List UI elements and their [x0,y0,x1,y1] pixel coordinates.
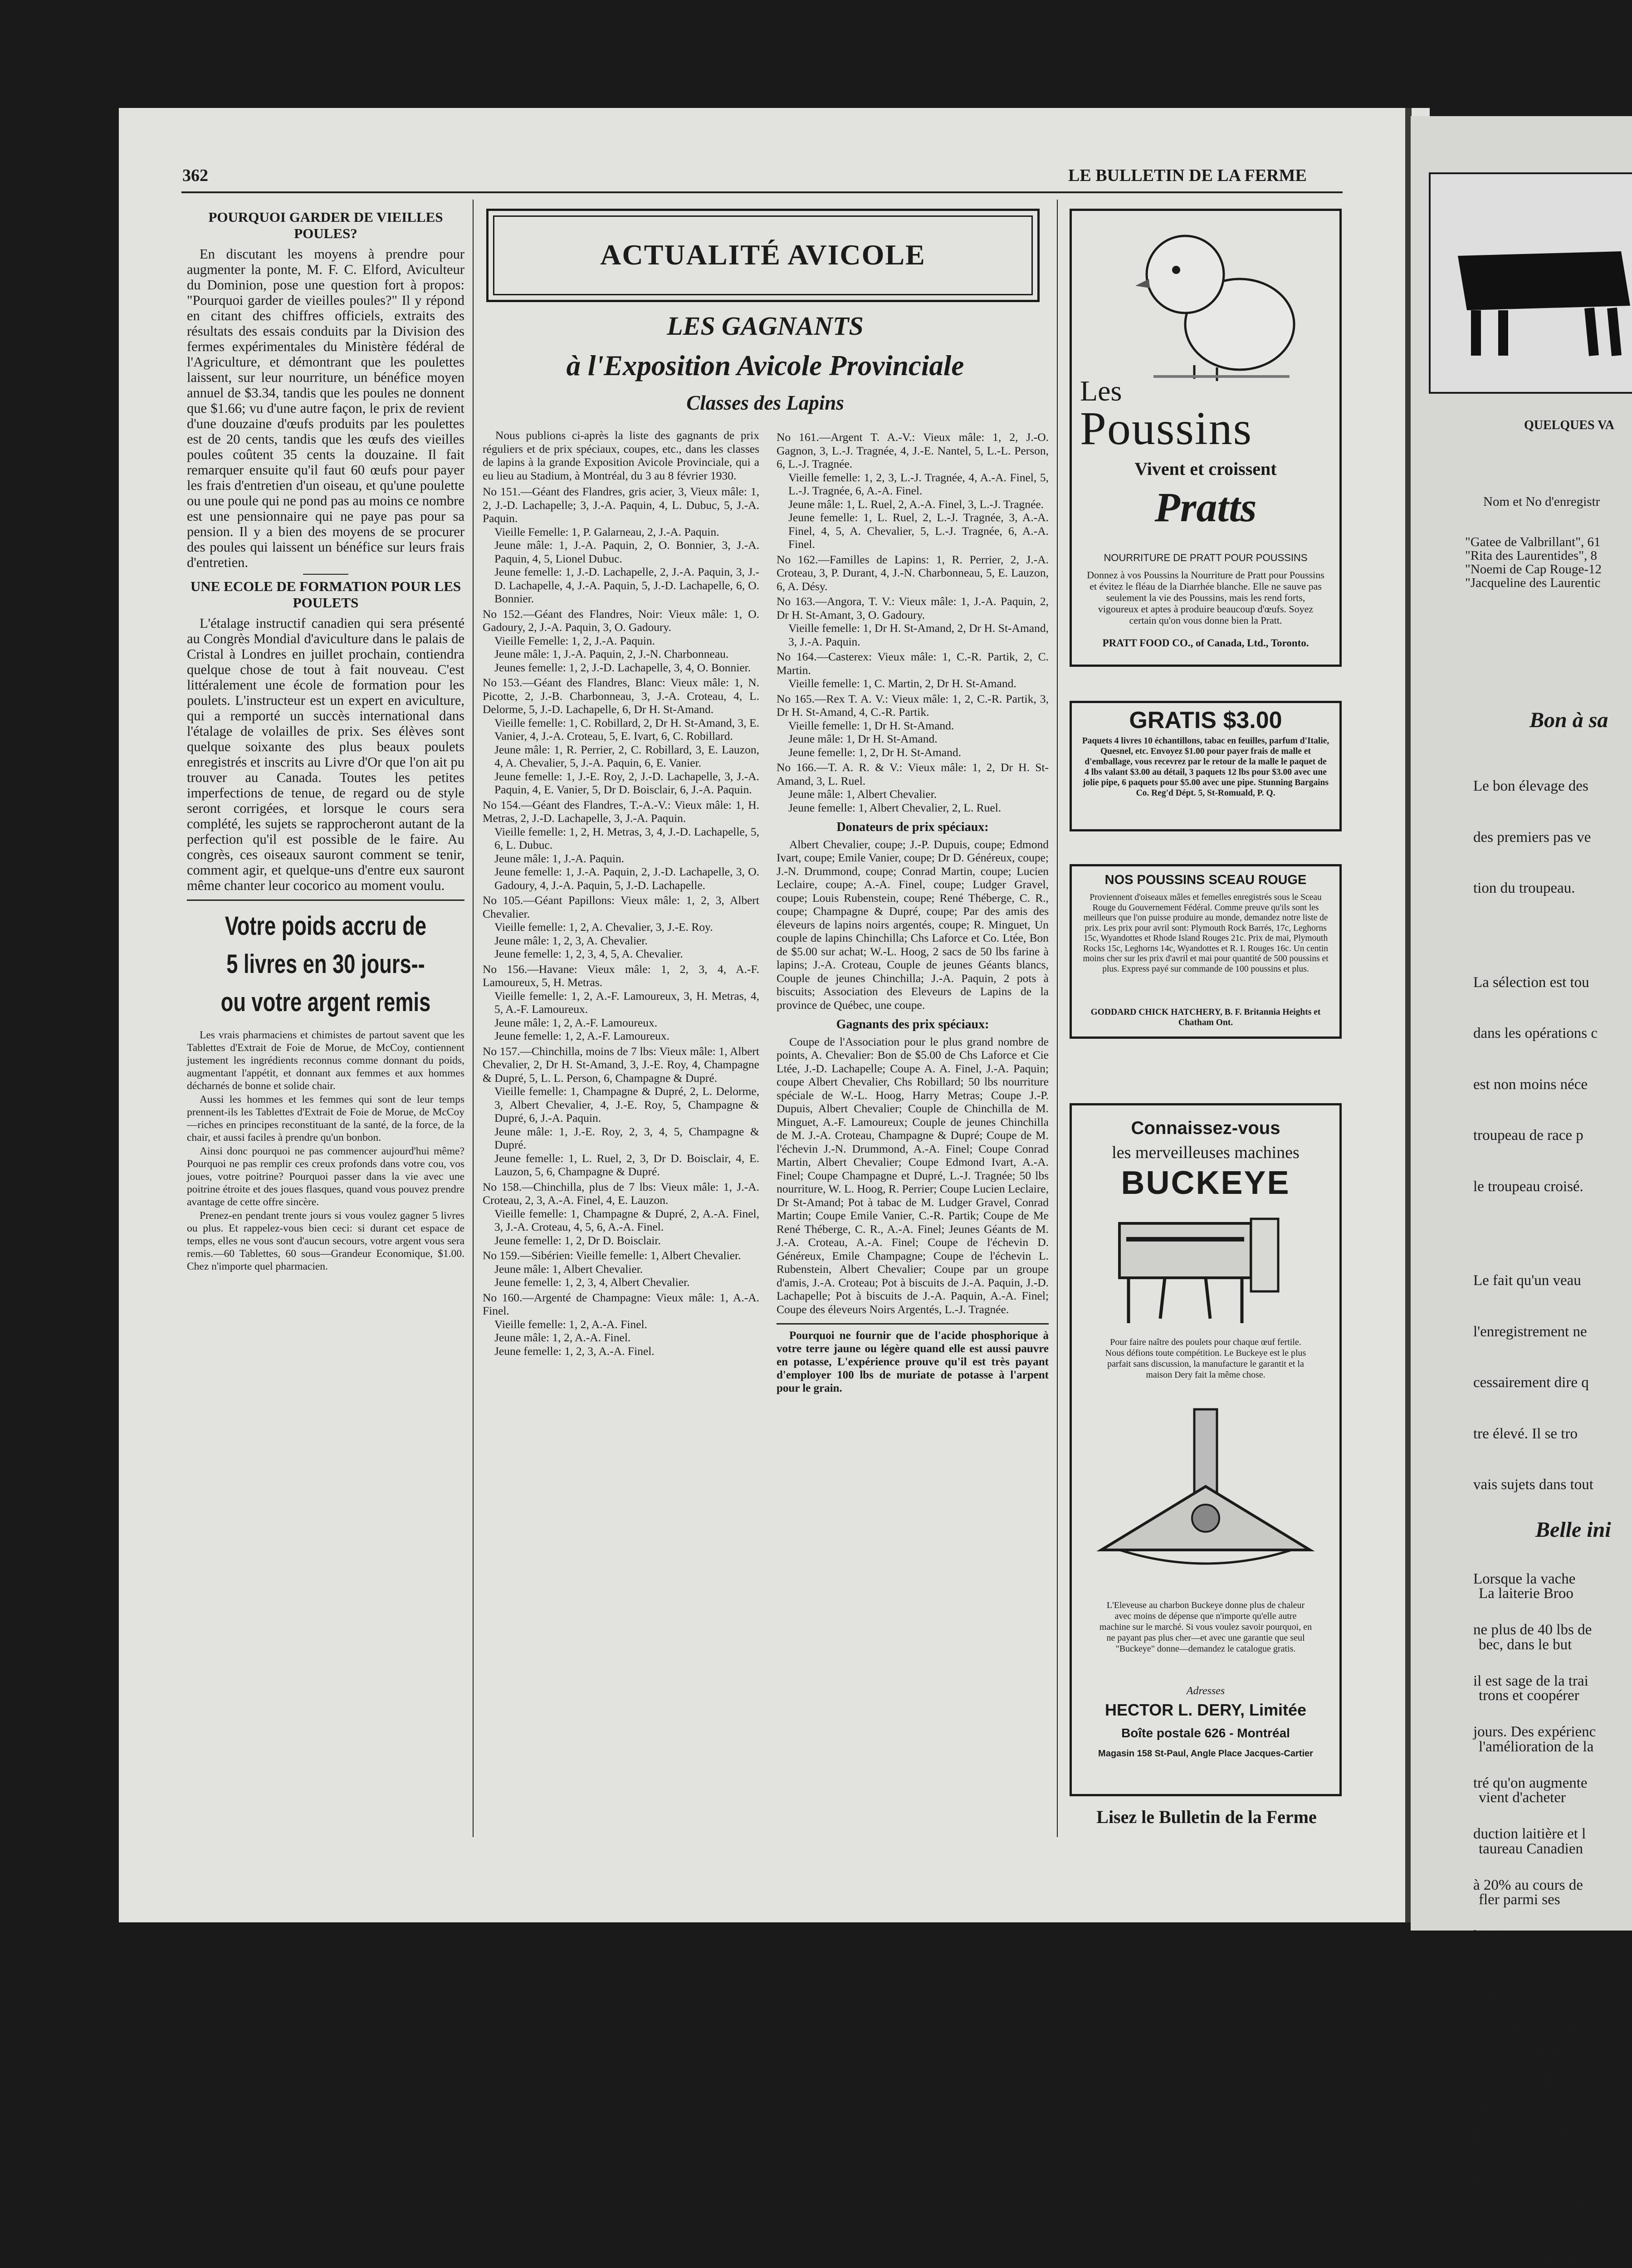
entry: Jeune femelle: 1, J.-E. Roy, 2, J.-D. Lachapelle, 3, J.-A. Paquin, 4, E. Vanier, 5, Dr D. Boisclair, 6, J.-A. Paquin. [494,769,759,796]
pratts-subtitle: Vivent et croissent [1134,459,1277,479]
ad-paragraph: Aussi les hommes et les femmes qui sont de leur temps prennent-ils les Tablettes d'Extrait de Foie de Morue, de McCoy—riches en principes reconstituant de la santé, de la force, de la chair, et aussi faciles à prendre qu'un bonbon. [187,1094,464,1144]
banner-title: ACTUALITÉ AVICOLE [600,239,926,271]
entry: Jeune femelle: 1, L. Ruel, 2, L.-J. Tragnée, 3, A.-A. Finel, 4, 5, A. Chevalier, 5, L.-J. Tragnée, 6, A.-A. Finel. [788,511,1049,551]
sceau-rouge-ad [1070,864,1342,1039]
entry: Jeune femelle: 1, 2, Dr H. St-Amand. [788,745,961,759]
text-line: la laiterie Brooks [1479,1994,1582,2010]
entry: Vieille femelle: 1, C. Martin, 2, Dr H. St-Amand. [788,677,1016,690]
gratis-title: GRATIS $3.00 [1129,707,1282,733]
text-line: à 20% au cours de [1473,1877,1583,1893]
page-number: 362 [182,166,208,185]
text-line: Si ce n'est déjà fa [1473,2022,1578,2038]
text-line: tion du troupeau. [1473,880,1575,896]
article-title: UNE ECOLE DE FORMATION POUR LES POULETS [190,578,461,611]
text-line: l'enregistrement ne [1473,1323,1587,1340]
headline: à l'Exposition Avicole Provinciale [566,350,964,381]
buckeye-text2: L'Eleveuse au charbon Buckeye donne plus de chaleur avec moins de dépense que n'importe qu'elle autre machine sur le marché. Si vous voulez savoir pourquoi, en ne payant pas plus cher—et avec une garantie que seul "Buckeye" donne—demandez le catalogue gratis. [1099,1600,1312,1654]
brooder-icon [1092,1405,1319,1586]
entry: Jeunes femelle: 1, 2, J.-D. Lachapelle, 3, 4, O. Bonnier. [494,660,751,674]
article-title: POURQUOI GARDER DE VIEILLES POULES? [208,209,443,241]
article-body: En discutant les moyens à prendre pour augmenter la ponte, M. F. C. Elford, Aviculteur du Dominion, pose une question fort à propos: "Pourquoi garder de vieilles poules?" Il y répond en citant des chiffres officiels, extraits des résultats des essais conduits par la Division des fermes expérimentales du Ministère fédéral de l'Agriculture, et démontrant que les poulettes laissent, sur leur nourriture, un bénéfice moyen annuel de $3.34, tandis que les poules ne donnent que $1.66; vu d'une autre façon, le prix de revient d'une douzaine d'œufs produits par les poulettes est de 20 cents, tandis que les œufs des vieilles poules coûtent 35 cents la douzaine. Il fait remarquer ensuite qu'il faut 60 œufs pour payer les frais d'entretien d'un oiseau, et qu'une poulette ou une poule qui ne pond pas au moins ce nombre est une pensionnaire qui ne paye pas pour sa pension. Il y a bien des moyens de se procurer des poules qui laissent un bénéfice sur leurs frais d'entretien. [187,246,464,570]
entry: Jeune femelle: 1, Albert Chevalier, 2, L. Ruel. [788,801,1002,814]
special-winners: Coupe de l'Association pour le plus grand nombre de points, A. Chevalier: Bon de $5.00 de Chs Laforce et Cie Ltée, J.-D. Lachapelle; Coupe A. A. Finel, J.-A. Paquin; coupe Albert Chevalier, Chs Robillard; 50 lbs nourriture spéciale de W.-L. Hoog, Harry Metras; Coupe J.-P. Dupuis, Albert Chevalier; Couple de Chinchilla de M. Minguet, A.-F. Lamoureux; Couple de jeunes Chinchilla de M. J.-A. Croteau, Champagne & Dupré; Coupe de M. l'échevin J.-N. Drummond, A.-A. Finel; Coupe Conrad Martin, Albert Chevalier; Coupe Edmond Ivart, A.-A. Finel; Coupe Champagne et Dupré, L.-J. Tragnée; 50 lbs nourriture, W. L. Hoog, R. Perrier; Coupe Lucien Leclaire, Dr St-Amand; Pot à tabac de M. Ludger Gravel, Conrad Martin; Coupe Emile Vanier, C.-R. Partik; Coupe de Me René Théberge, C. R., A.-A. Finel; Jeunes Géants de M. J.-A. Croteau, A.-A. Finel; Coupe de l'échevin D. Généreux, Emile Champagne; Coupe de l'échevin L. Rubenstein, Albert Chevalier; Coupe par un groupe d'amis, J.-A. Croteau; Pot à biscuits de J.-A. Paquin, J.-D. Lachapelle; Pot à biscuits de J.-A. Paquin, A.-A. Finel; Coupe des éleveurs Noirs Argentés, L.-J. Tragnée. [777,1035,1049,1316]
next-text [1479,1551,1593,2268]
next-caption: QUELQUES VA [1524,418,1614,432]
entry: Jeune mâle: 1, Albert Chevalier. [788,787,937,801]
section-banner [486,209,1040,302]
entry: Jeune femelle: 1, J.-A. Paquin, 2, J.-D. Lachapelle, 3, O. Gadoury, 4, J.-A. Paquin, 5, J.-D. Lachapelle. [494,865,759,892]
entry-list [483,485,759,1358]
gratis-ad [1070,701,1342,831]
text-line: cessairement dire q [1473,1374,1589,1391]
registry-name: "Rita des Laurentides", 8 [1465,548,1598,563]
text-line: pour la prochaine sa [1473,2124,1594,2141]
buckeye-company: HECTOR L. DERY, Limitée [1104,1701,1307,1719]
entry: Jeune femelle: 1, 2, A.-F. Lamoureux. [494,1029,670,1042]
footer-slogan: Lisez le Bulletin de la Ferme [1096,1807,1317,1827]
text-line: belle initiative qu [1479,2044,1583,2061]
entry: No 156.—Havane: Vieux mâle: 1, 2, 3, 4, A.-F. Lamoureux, 5, H. Metras. [483,962,759,989]
entry: Jeune mâle: 1, J.-A. Paquin, 2, O. Bonnier, 3, J.-A. Paquin, 4, 5, Lionel Dubuc. [494,538,759,565]
text-line: le commerce et l'in [1479,2248,1593,2265]
entry: No 166.—T. A. R. & V.: Vieux mâle: 1, 2, Dr H. St-Amand, 3, L. Ruel. [777,761,1049,787]
section-title: Gagnants des prix spéciaux: [836,1017,989,1031]
entry: Vieille femelle: 1, 2, A.-F. Lamoureux, 3, H. Metras, 4, 5, A.-F. Lamoureux. [494,989,759,1016]
buckeye-title: BUCKEYE [1121,1165,1290,1201]
buckeye-store: Magasin 158 St-Paul, Angle Place Jacques-Cartier [1098,1749,1313,1759]
entry: Jeune mâle: 1, J.-A. Paquin, 2, J.-N. Charbonneau. [494,647,729,660]
entry: No 162.—Familles de Lapins: 1, R. Perrier, 2, J.-A. Croteau, 3, P. Durant, 4, J.-N. Charbonneau, 5, E. Lauzon, 6, A. Désy. [777,552,1049,593]
entry: No 151.—Géant des Flandres, gris acier, 3, Vieux mâle: 1, 2, J.-D. Lachapelle; 3, J.-A. Paquin, 4, L. Dubuc, 5, J.-A. Paquin. [483,485,759,525]
entry: Vieille femelle: 1, Champagne & Dupré, 2, L. Delorme, 3, Albert Chevalier, 4, J.-E. Roy, 5, Champagne & Dupré, 6, J.-A. Paquin. [494,1085,759,1124]
text-line: l'amélioration de la [1479,1738,1594,1755]
buckeye-address-label: Adresses [1186,1685,1225,1697]
entry: Vieille Femelle: 1, P. Galarneau, 2, J.-A. Paquin. [494,525,719,538]
entry: No 160.—Argenté de Champagne: Vieux mâle: 1, A.-A. Finel. [483,1290,759,1317]
section-title: Donateurs de prix spéciaux: [836,820,989,834]
text-line: vient d'acheter [1479,1789,1566,1806]
text-line: le troupeau croisé. [1473,1178,1583,1195]
cow-icon [1440,229,1632,365]
text-line: trons et coopérer [1479,1687,1579,1704]
entry: No 153.—Géant des Flandres, Blanc: Vieux mâle: 1, N. Picotte, 2, J.-B. Charbonneau, 3, J.-A. Croteau, 4, L. Delorme, 5, J.-D. Lachapelle, 6, Dr H. St-Amand. [483,676,759,716]
entry: Vieille femelle: 1, Dr H. St-Amand, 2, Dr H. St-Amand, 3, J.-A. Paquin. [788,621,1049,648]
entry: Jeune femelle: 1, 2, 3, A.-A. Finel. [494,1344,655,1358]
registry-name: "Jacqueline des Laurentic [1465,576,1601,590]
buckeye-text1: Pour faire naître des poulets pour chaque œuf fertile. Nous défions toute compétition. Le Buckeye est le plus parfait sans discussion, la manufacture le garantit et la maison Dery fait la même chose. [1105,1337,1306,1380]
center-left-column [483,429,759,1358]
text-line: lactation. [1473,1928,1529,1944]
entry: No 105.—Géant Papillons: Vieux mâle: 1, 2, 3, Albert Chevalier. [483,894,759,920]
entry: No 165.—Rex T. A. V.: Vieux mâle: 1, 2, C.-R. Partik, 3, Dr H. St-Amand, 4, C.-R. Partik. [777,692,1049,719]
entry: Vieille femelle: 1, 2, A. Chevalier, 3, J.-E. Roy. [494,920,713,934]
pratts-ad [1070,209,1342,667]
entry: No 158.—Chinchilla, plus de 7 lbs: Vieux mâle: 1, J.-A. Croteau, 2, 3, A.-A. Finel, 4, E. Lauzon. [483,1180,759,1207]
column-rule [1057,200,1058,1837]
headline: LES GAGNANTS [667,311,864,341]
entry: No 152.—Géant des Flandres, Noir: Vieux mâle: 1, O. Gadoury, 2, J.-A. Paquin, 3, O. Gadoury. [483,607,759,634]
publication-title: LE BULLETIN DE LA FERME [1068,166,1307,185]
potash-notice: Pourquoi ne fournir que de l'acide phosphorique à votre terre jaune ou légère quand elle est aussi pauvre en potasse, L'expérience prouve qu'il est très payant d'employer 100 lbs de muriate de potasse à l'arpent pour le grain. [777,1330,1049,1394]
entry: Vieille femelle: 1, Champagne & Dupré, 2, A.-A. Finel, 3, J.-A. Croteau, 4, 5, 6, A.-A. Finel. [494,1207,759,1233]
entry: No 161.—Argent T. A.-V.: Vieux mâle: 1, 2, J.-O. Gagnon, 3, L.-J. Tragnée, 4, J.-E. Nantel, 5, L.-L. Person, 6, L.-J. Tragnée. [777,430,1049,470]
text-line: Le fait qu'un veau [1473,1272,1581,1289]
ad-headline: Votre poids accru de [225,911,427,941]
left-column [187,206,464,1274]
gratis-text: Paquets 4 livres 10 échantillons, tabac en feuilles, parfum d'Italie, Quesnel, etc. Envoyez $1.00 pour payer frais de malle et d'emballage, vous recevrez par le retour de la malle le paquet de 4 lbs valant $3.00 au détail, 3 paquets 12 lbs pour $3.00 avec une jolie pipe, 6 paquets pour $5.00 avec une pipe. Stunning Bargains Co. Reg'd Dépt. 5, St-Romuald, P. Q. [1082,736,1329,798]
entry: Jeune mâle: 1, J.-E. Roy, 2, 3, 4, 5, Champagne & Dupré. [494,1124,759,1151]
special-donors: Albert Chevalier, coupe; J.-P. Dupuis, coupe; Edmond Ivart, coupe; Emile Vanier, coupe; Dr D. Généreux, coupe; J.-N. Drummond, coupe; Conrad Martin, coupe; Lucien Leclaire, coupe; A.-A. Finel, coupe; Ludger Gravel, coupe; Louis Rubenstein, coupe; René Théberge, C. R., coupe; Champagne & Dupré, coupe; Par des amis des éleveurs de lapins noirs argentés, coupe; R. Minguet, Un couple de lapins Chinchilla; Chs Laforce et Co. Ltée, Bon de $5.00 sur achat; W.-L. Hoog, 2 sacs de 50 lbs farine à lapins; J.-A. Croteau, Couple de jeunes Géants blancs, Couple de jeunes Chinchilla; J.-A. Paquin, 2 pots à biscuits; Association des Eleveurs de Lapins de la province de Québec, une coupe. [777,837,1049,1012]
text-line: duction laitière et l [1473,1826,1586,1842]
text-line: des premiers pas ve [1473,829,1591,846]
center-right-column [777,429,1049,1396]
pratts-logo: Pratts [1154,484,1257,530]
text-line: bec, dans le but [1479,1636,1572,1653]
ad-headline: 5 livres en 30 jours-- [226,949,425,979]
text-line: taureau Canadien [1479,1840,1583,1857]
pratts-text: Donnez à vos Poussins la Nourriture de Pratt pour Poussins et évitez le fléau de la Diarrhée blanche. Elle ne sauve pas seulement la vie des Poussins, mais les rend forts, vigoureux et aptes à produire beaucoup d'œufs. Soyez certain qu'on vous donne bien la Pratt. [1087,569,1324,626]
text-line [1473,1229,1598,1238]
next-heading: Bon à sa [1529,708,1608,732]
entry: Jeune femelle: 1, 2, Dr D. Boisclair. [494,1233,661,1247]
text-line: jours. Des expérienc [1473,1724,1596,1740]
ad-headline: ou votre argent remis [220,987,431,1017]
entry: Vieille femelle: 1, C. Robillard, 2, Dr H. St-Amand, 3, E. Vanier, 4, J.-A. Croteau, 5, E. Ivart, 6, C. Robillard. [494,716,759,743]
next-heading: Belle ini [1535,1518,1611,1542]
entry: Vieille Femelle: 1, 2, J.-A. Paquin. [494,634,655,647]
chick-icon [1126,220,1299,383]
entry: Jeune femelle: 1, J.-D. Lachapelle, 2, J.-A. Paquin, 3, J.-D. Lachapelle, 4, J.-A. Paquin, 5, J.-D. Lachapelle, 6, O. Bonnier. [494,565,759,605]
divider [187,899,464,901]
entry: Jeune femelle: 1, 2, 3, 4, 5, A. Chevalier. [494,947,683,960]
entry: Jeune mâle: 1, Dr H. St-Amand. [788,732,938,745]
text-line: Le bon élevage des [1473,778,1588,794]
text-line: tré qu'on augmente [1473,1774,1588,1791]
ad-paragraph: Prenez-en pendant trente jours si vous voulez gagner 5 livres ou plus. Et rappelez-vous bien ceci: si durant cet espace de temps, elles ne vous sont d'aucun secours, votre argent vous sera remis.—60 Tablettes, 60 sous—Grandeur Economique, $1.00. Chez n'importe quel pharmacien. [187,1210,464,1272]
incubator-icon [1110,1210,1301,1328]
entry: No 159.—Sibérien: Vieille femelle: 1, Albert Chevalier. [483,1249,741,1262]
text-line: des plus grands pr [1473,2226,1582,2243]
text-line: est non moins néce [1473,1076,1588,1093]
sceau-title: NOS POUSSINS SCEAU ROUGE [1104,873,1307,887]
text-line: cours de l'été. No [1479,1942,1583,1959]
entry: No 157.—Chinchilla, moins de 7 lbs: Vieux mâle: 1, Albert Chevalier, 2, Dr H. St-Amand, 3, J.-E. Roy, 4, Champagne & Dupré, 5, L. L. Person, 6, Champagne & Dupré. [483,1044,759,1085]
entry: Jeune mâle: 1, 2, 3, A. Chevalier. [494,934,648,947]
next-names [1465,535,1602,628]
text-line: santé qui devrait r [1479,2146,1587,2163]
pratts-caption: NOURRITURE DE PRATT POUR POUSSINS [1104,552,1308,563]
buckeye-ad [1070,1103,1342,1796]
entry: Vieille femelle: 1, Dr H. St-Amand. [788,719,954,732]
subheadline: Classes des Lapins [686,391,844,414]
entry: Jeune mâle: 1, R. Perrier, 2, C. Robillard, 3, E. Lauzon, 4, A. Chevalier, 5, J.-A. Paquin, 6, E. Vanier. [494,743,759,769]
text-line: vais sujets dans tout [1473,1476,1593,1493]
entry: Jeune mâle: 1, 2, A.-F. Lamoureux. [494,1016,658,1029]
text-line: La sélection est tou [1473,974,1589,991]
text-line: troupeau de race p [1473,1127,1583,1144]
entry: Jeune mâle: 1, L. Ruel, 2, A.-A. Finel, 3, L.-J. Tragnée. [788,497,1044,511]
text-line: fler parmi ses [1479,1892,1560,1908]
ad-paragraph: Ainsi donc pourquoi ne pas commencer aujourd'hui même? Pourquoi ne pas remplir ces creux profonds dans votre cou, vos joues, votre poitrine? Pourquoi passer dans la vie avec une poitrine étroite et des joues flasques, quand vous pouvez prendre avantage de cette offre sincère. [187,1145,464,1208]
pratts-les: Les [1080,375,1122,407]
divider [303,574,348,575]
text-line [1473,931,1598,940]
text-line: chez nous entre la [1479,2198,1587,2214]
text-line: il est sage de la trai [1473,1672,1588,1689]
entry: Jeune mâle: 1, J.-A. Paquin. [494,851,625,865]
registry-name: "Noemi de Cap Rouge-12 [1465,562,1602,577]
entry: Vieille femelle: 1, 2, H. Metras, 3, 4, J.-D. Lachapelle, 5, 6, L. Dubuc. [494,825,759,851]
sceau-company: GODDARD CHICK HATCHERY, B. F. Britannia Heights et Chatham Ont. [1090,1007,1321,1027]
text-line: La laiterie Broo [1479,1585,1573,1602]
buckeye-line2: les merveilleuses machines [1112,1143,1300,1162]
ad-paragraph: Les vrais pharmaciens et chimistes de partout savent que les Tablettes d'Extrait de Foie de Morue, de McCoy, contiennent justement les ingrédients reconnus comme donnant du poids, augmentant l'appétit, et donnant aux femmes et aux hommes décharnés de bonne et solide chair. [187,1029,464,1092]
buckeye-line1: Connaissez-vous [1131,1118,1280,1138]
text-line: tre élevé. Il se tro [1473,1425,1578,1442]
entry: No 163.—Angora, T. V.: Vieux mâle: 1, J.-A. Paquin, 2, Dr H. St-Amant, 3, O. Gadoury. [777,595,1049,621]
text-line: Lorsque la vache [1473,1570,1576,1587]
entry: Jeune mâle: 1, Albert Chevalier. [494,1262,643,1276]
next-reg-label: Nom et No d'enregistr [1483,494,1600,509]
text-line: haut degré la coop [1479,2096,1589,2112]
entry: Vieille femelle: 1, 2, 3, L.-J. Tragnée, 4, A.-A. Finel, 5, L.-J. Tragnée, 6, A.-A. Finel. [788,470,1049,497]
entry: Jeune mâle: 1, 2, A.-A. Finel. [494,1331,631,1344]
text-line: du taureau est cer [1473,2175,1578,2191]
entry: Vieille femelle: 1, 2, A.-A. Finel. [494,1317,647,1331]
article-body: L'étalage instructif canadien qui sera présenté au Congrès Mondial d'aviculture dans le palais de Cristal à Londres en juillet prochain, contiendra quelque chose de tout à fait nouveau. C'est littéralement une école de formation pour les poulets. L'instructeur est un expert en aviculture, qui a remporté un succès international dans l'étalage de volailles de prix. Ses élèves sont quelque soixante des plus beaux poulets enregistrés et inscrits au Livre d'Or que l'on ait pu trouver au Canada. Toutes les petites imperfections de tenue, de regard ou de style seront corrigées, et lorsque le cours sera complété, les sujets se rapprocheront autant de la perfection qu'il est possible de le faire. Au congrès, ces oiseaux sauront comment se tenir, comment agir, et quelque-uns d'entre eux sauront même chanter leur cocorico au moment voulu. [187,616,464,893]
buckeye-box: Boîte postale 626 - Montréal [1121,1726,1290,1740]
sceau-text: Proviennent d'oiseaux mâles et femelles enregistrés sous le Sceau Rouge du Gouvernement Fédéral. Comme preuve qu'ils sont les meilleurs que l'on puisse produire au monde, demandez notre liste de prix. Les prix pour avril sont: Plymouth Rock Barrés, 17c, Leghorns 15c, Wyandottes et Rhode Island Rouges 21c. Prix de mai, Plymouth Rocks 15c, Leghorns 14c, Wyandottes et R. I. Rouges 16c. Un centin moins cher sur les prix d'avril et mai pour quantité de 500 poussins et plus. Express payé sur commande de 100 poussins et plus. [1083,893,1329,974]
registry-name: "Gatee de Valbrillant", 61 [1465,535,1601,549]
divider [777,1323,1049,1325]
entry: Jeune femelle: 1, 2, 3, 4, Albert Chevalier. [494,1276,690,1289]
text-line: ne plus de 40 lbs de [1473,1622,1592,1638]
intro: Nous publions ci-après la liste des gagnants de prix réguliers et de prix spéciaux, coupes, etc., dans les classes de lapins à la grande Exposition Avicole Provinciale, qui a eu lieu au Stadium, à Montréal, du 3 au 8 février 1930. [483,429,759,482]
pratts-company: PRATT FOOD CO., of Canada, Ltd., Toronto. [1102,637,1309,649]
entry: No 164.—Casterex: Vieux mâle: 1, C.-R. Partik, 2, C. Martin. [777,650,1049,677]
pratts-title: Poussins [1080,402,1253,455]
header-rule [181,191,1343,193]
column-rule [473,200,474,1837]
entry: Jeune femelle: 1, L. Ruel, 2, 3, Dr D. Boisclair, 4, E. Lauzon, 5, 6, Champagne & Dupré. [494,1151,759,1178]
text-line: dans les opérations c [1473,1025,1598,1041]
cattle-photo-frame [1429,172,1632,394]
text-line: de faire le choix de [1473,2073,1588,2089]
entry: No 154.—Géant des Flandres, T.-A.-V.: Vieux mâle: 1, H. Metras, 2, J.-D. Lachapelle, 3, J.-A. Paquin. [483,798,759,825]
